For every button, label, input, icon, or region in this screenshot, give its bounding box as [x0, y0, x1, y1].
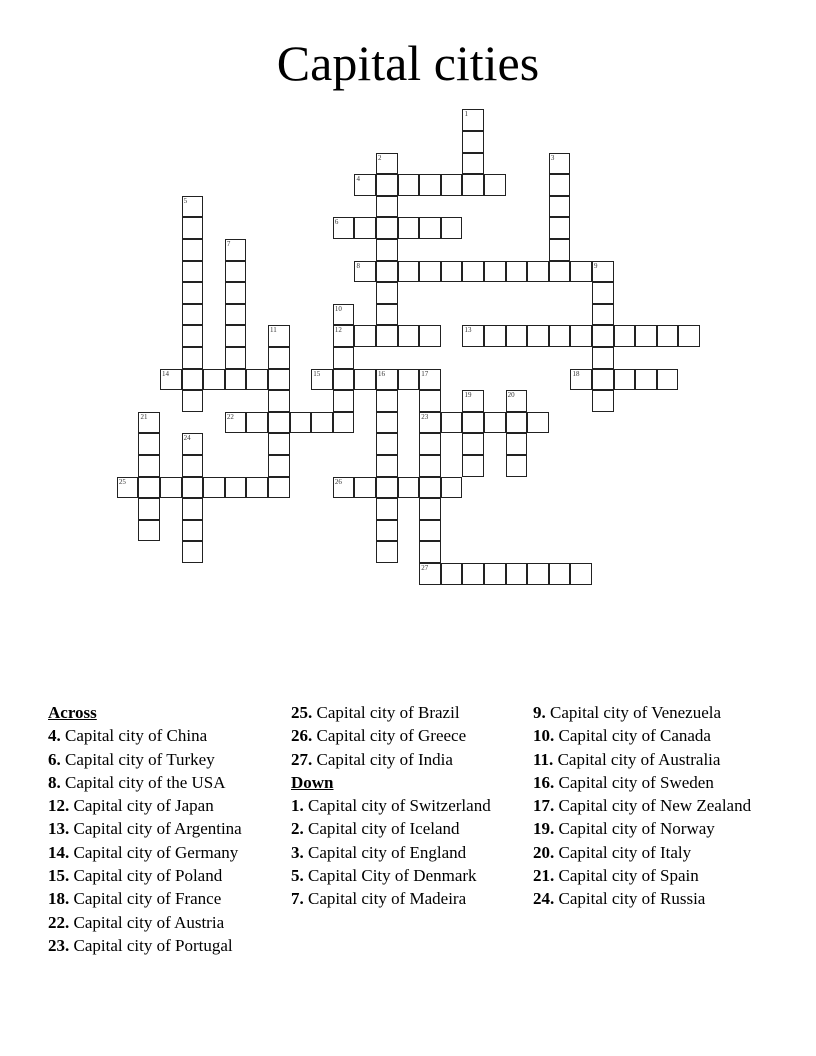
grid-cell[interactable] — [592, 347, 614, 369]
grid-cell[interactable] — [398, 325, 420, 347]
clue-text: Capital city of Canada — [554, 726, 711, 746]
grid-cell[interactable] — [549, 153, 571, 175]
clue-number: 2 — [378, 153, 382, 162]
grid-cell[interactable] — [268, 347, 290, 369]
clue-down — [533, 841, 763, 864]
clue-down — [291, 841, 526, 864]
clue-text: Capital city of Poland — [69, 866, 223, 886]
grid-cell[interactable] — [657, 325, 679, 347]
clue-down — [533, 864, 763, 887]
grid-cell[interactable] — [376, 433, 398, 455]
grid-cell[interactable] — [592, 304, 614, 326]
grid-cell[interactable] — [376, 196, 398, 218]
grid-cell[interactable] — [268, 477, 290, 499]
grid-cell[interactable] — [376, 520, 398, 542]
clue-number-label: 12. — [48, 796, 70, 816]
grid-cell[interactable] — [419, 369, 441, 391]
grid-cell[interactable] — [225, 347, 247, 369]
grid-cell[interactable] — [225, 239, 247, 261]
clue-across — [48, 841, 283, 864]
clue-across — [48, 887, 283, 910]
clue-number: 5 — [183, 196, 188, 205]
clue-text: Capital city of Austria — [69, 912, 225, 932]
grid-cell[interactable] — [376, 261, 398, 283]
grid-cell[interactable] — [225, 282, 247, 304]
grid-cell[interactable] — [376, 217, 398, 239]
clue-number-label: 4. — [48, 726, 61, 746]
clue-number-label: 14. — [48, 842, 70, 862]
clue-text: Capital city of Greece — [312, 726, 467, 746]
clue-down — [533, 794, 763, 817]
grid-cell[interactable] — [376, 174, 398, 196]
grid-cell[interactable] — [138, 477, 160, 499]
grid-cell[interactable] — [441, 412, 463, 434]
grid-cell[interactable] — [419, 520, 441, 542]
clue-number-label: 17. — [533, 796, 555, 816]
grid-cell[interactable] — [441, 174, 463, 196]
clue-across — [48, 748, 283, 771]
page-title: Capital cities — [276, 35, 540, 91]
grid-cell[interactable] — [419, 390, 441, 412]
clue-number: 22 — [226, 412, 234, 421]
grid-cell[interactable] — [333, 477, 355, 499]
clue-across — [48, 794, 283, 817]
grid-cell[interactable] — [549, 196, 571, 218]
grid-cell[interactable] — [462, 109, 484, 131]
grid-cell[interactable] — [527, 412, 549, 434]
grid-cell[interactable] — [354, 217, 376, 239]
grid-cell[interactable] — [182, 325, 204, 347]
grid-cell[interactable] — [354, 369, 376, 391]
clue-number-label: 20. — [533, 842, 555, 862]
clue-number: 13 — [464, 326, 472, 335]
clue-down — [533, 701, 763, 724]
clue-number: 26 — [334, 477, 342, 486]
grid-cell[interactable] — [182, 455, 204, 477]
grid-cell[interactable] — [225, 369, 247, 391]
grid-cell[interactable] — [549, 217, 571, 239]
grid-cell[interactable] — [398, 217, 420, 239]
clue-number-label: 16. — [533, 772, 555, 792]
grid-cell[interactable] — [570, 325, 592, 347]
grid-cell[interactable] — [484, 325, 506, 347]
grid-cell[interactable] — [441, 563, 463, 585]
grid-cell[interactable] — [376, 412, 398, 434]
grid-cell[interactable] — [268, 433, 290, 455]
grid-cell[interactable] — [182, 239, 204, 261]
grid-cell[interactable] — [462, 455, 484, 477]
clue-text: Capital city of Turkey — [60, 749, 215, 769]
grid-cell[interactable] — [549, 239, 571, 261]
clue-number: 17 — [421, 369, 429, 378]
clue-text: Capital city of India — [312, 749, 453, 769]
clue-down — [291, 887, 526, 910]
grid-cell[interactable] — [484, 563, 506, 585]
grid-cell[interactable] — [138, 455, 160, 477]
clue-number-label: 10. — [533, 726, 555, 746]
clue-number-label: 21. — [533, 866, 555, 886]
clue-text: Capital city of Japan — [69, 796, 214, 816]
grid-cell[interactable] — [182, 477, 204, 499]
clue-down — [291, 794, 526, 817]
grid-cell[interactable] — [138, 498, 160, 520]
grid-cell[interactable] — [290, 412, 312, 434]
grid-cell[interactable] — [506, 455, 528, 477]
grid-cell[interactable] — [527, 563, 549, 585]
clue-text: Capital city of Brazil — [312, 703, 460, 722]
clue-number-label: 24. — [533, 889, 555, 909]
clue-number: 1 — [464, 110, 468, 119]
grid-cell[interactable] — [376, 390, 398, 412]
clue-number-label: 25. — [291, 703, 313, 722]
grid-cell[interactable] — [268, 455, 290, 477]
grid-cell[interactable] — [376, 369, 398, 391]
grid-cell[interactable] — [419, 455, 441, 477]
grid-cell[interactable] — [419, 412, 441, 434]
clue-number-label: 11. — [533, 749, 554, 769]
grid-cell[interactable] — [635, 369, 657, 391]
clue-down — [291, 864, 526, 887]
clue-across — [48, 934, 283, 957]
grid-cell[interactable] — [333, 325, 355, 347]
clue-text: Capital city of China — [60, 726, 208, 746]
grid-cell[interactable] — [268, 412, 290, 434]
clue-text: Capital city of Sweden — [554, 772, 714, 792]
grid-cell[interactable] — [182, 196, 204, 218]
grid-cell[interactable] — [592, 390, 614, 412]
down-heading: Down — [291, 772, 334, 792]
grid-cell[interactable] — [203, 369, 225, 391]
clue-text: Capital city of Russia — [554, 889, 706, 909]
grid-cell[interactable] — [462, 412, 484, 434]
clue-text: Capital city of New Zealand — [554, 796, 752, 816]
grid-cell[interactable] — [398, 261, 420, 283]
grid-cell[interactable] — [419, 217, 441, 239]
clue-across — [48, 911, 283, 934]
clue-text: Capital city of Norway — [554, 819, 715, 839]
grid-cell[interactable] — [354, 261, 376, 283]
clue-text: Capital city of Spain — [554, 866, 699, 886]
grid-cell[interactable] — [419, 541, 441, 563]
clue-number: 16 — [378, 369, 386, 378]
clue-text: Capital city of Germany — [69, 842, 239, 862]
clue-column-1 — [48, 701, 283, 957]
grid-cell[interactable] — [506, 433, 528, 455]
clue-number: 12 — [334, 326, 342, 335]
grid-cell[interactable] — [376, 541, 398, 563]
clue-number: 14 — [162, 369, 170, 378]
grid-cell[interactable] — [614, 369, 636, 391]
clue-text: Capital city of Australia — [553, 749, 721, 769]
grid-cell[interactable] — [462, 433, 484, 455]
clue-across — [291, 748, 526, 771]
clue-number-label: 3. — [291, 842, 304, 862]
grid-cell[interactable] — [376, 455, 398, 477]
grid-cell[interactable] — [462, 563, 484, 585]
clue-number-label: 13. — [48, 819, 70, 839]
grid-cell[interactable] — [354, 477, 376, 499]
grid-cell[interactable] — [376, 282, 398, 304]
clue-text: Capital city of Portugal — [69, 935, 233, 955]
grid-cell[interactable] — [506, 563, 528, 585]
clue-number: 8 — [356, 261, 360, 270]
grid-cell[interactable] — [592, 261, 614, 283]
clue-down — [533, 817, 763, 840]
clue-number: 15 — [313, 369, 321, 378]
grid-cell[interactable] — [182, 347, 204, 369]
clue-column-2 — [291, 701, 526, 911]
clue-text: Capital city of England — [303, 842, 467, 862]
clue-text: Capital city of Iceland — [303, 819, 460, 839]
grid-cell[interactable] — [182, 433, 204, 455]
grid-cell[interactable] — [592, 325, 614, 347]
grid-cell[interactable] — [549, 174, 571, 196]
grid-cell[interactable] — [592, 369, 614, 391]
grid-cell[interactable] — [592, 282, 614, 304]
grid-cell[interactable] — [527, 261, 549, 283]
grid-cell[interactable] — [570, 261, 592, 283]
clue-text: Capital city of Argentina — [69, 819, 242, 839]
grid-cell[interactable] — [441, 477, 463, 499]
grid-cell[interactable] — [506, 412, 528, 434]
clue-number: 19 — [464, 391, 472, 400]
clue-number-label: 22. — [48, 912, 70, 932]
grid-cell[interactable] — [376, 239, 398, 261]
grid-cell[interactable] — [376, 498, 398, 520]
grid-cell[interactable] — [182, 369, 204, 391]
clue-text: Capital city of Italy — [554, 842, 692, 862]
grid-cell[interactable] — [333, 347, 355, 369]
clue-number-label: 5. — [291, 866, 304, 886]
clue-number: 3 — [550, 153, 555, 162]
clue-number-label: 19. — [533, 819, 555, 839]
grid-cell[interactable] — [203, 477, 225, 499]
grid-cell[interactable] — [268, 369, 290, 391]
clue-number: 21 — [140, 412, 148, 421]
grid-cell[interactable] — [506, 390, 528, 412]
grid-cell[interactable] — [549, 261, 571, 283]
grid-cell[interactable] — [182, 217, 204, 239]
grid-cell[interactable] — [462, 261, 484, 283]
grid-cell[interactable] — [333, 412, 355, 434]
grid-cell[interactable] — [549, 325, 571, 347]
grid-cell[interactable] — [376, 304, 398, 326]
clue-across — [48, 771, 283, 794]
clue-text: Capital city of Madeira — [303, 889, 467, 909]
grid-cell[interactable] — [441, 261, 463, 283]
clue-across — [291, 724, 526, 747]
grid-cell[interactable] — [398, 369, 420, 391]
grid-cell[interactable] — [506, 325, 528, 347]
clue-number-label: 2. — [291, 819, 304, 839]
grid-cell[interactable] — [376, 477, 398, 499]
clue-number: 10 — [334, 304, 342, 313]
grid-cell[interactable] — [138, 412, 160, 434]
clue-down — [533, 887, 763, 910]
crossword-grid — [118, 110, 718, 590]
grid-cell[interactable] — [419, 477, 441, 499]
grid-cell[interactable] — [527, 325, 549, 347]
grid-cell[interactable] — [657, 369, 679, 391]
clue-number: 24 — [183, 434, 191, 443]
clue-column-3 — [533, 701, 763, 911]
grid-cell[interactable] — [225, 325, 247, 347]
clue-number: 23 — [421, 412, 429, 421]
clue-number-label: 7. — [291, 889, 304, 909]
grid-cell[interactable] — [419, 563, 441, 585]
clue-number-label: 1. — [291, 796, 304, 816]
grid-cell[interactable] — [268, 390, 290, 412]
clue-down — [533, 771, 763, 794]
grid-cell[interactable] — [354, 174, 376, 196]
grid-cell[interactable] — [549, 563, 571, 585]
grid-cell[interactable] — [462, 131, 484, 153]
grid-cell[interactable] — [484, 174, 506, 196]
clue-number: 18 — [572, 369, 580, 378]
clue-text: Capital city of the USA — [60, 772, 226, 792]
grid-cell[interactable] — [182, 282, 204, 304]
clue-across — [48, 817, 283, 840]
clue-across — [48, 864, 283, 887]
grid-cell[interactable] — [182, 541, 204, 563]
clue-number: 6 — [334, 218, 339, 227]
grid-cell[interactable] — [484, 261, 506, 283]
grid-cell[interactable] — [182, 520, 204, 542]
clue-across — [291, 701, 526, 724]
clue-number: 11 — [270, 326, 277, 335]
clue-number: 4 — [356, 175, 360, 184]
clue-text: Capital city of Venezuela — [545, 703, 722, 722]
grid-cell[interactable] — [462, 325, 484, 347]
across-heading: Across — [48, 703, 97, 722]
grid-cell[interactable] — [333, 390, 355, 412]
grid-cell[interactable] — [614, 325, 636, 347]
grid-cell[interactable] — [398, 477, 420, 499]
grid-cell[interactable] — [462, 390, 484, 412]
grid-cell[interactable] — [376, 153, 398, 175]
clue-down — [533, 724, 763, 747]
grid-cell[interactable] — [268, 325, 290, 347]
clue-number-label: 26. — [291, 726, 313, 746]
clue-number: 20 — [507, 391, 515, 400]
grid-cell[interactable] — [182, 304, 204, 326]
clue-text: Capital city of France — [69, 889, 222, 909]
grid-cell[interactable] — [311, 412, 333, 434]
grid-cell[interactable] — [462, 153, 484, 175]
grid-cell[interactable] — [225, 477, 247, 499]
grid-cell[interactable] — [333, 304, 355, 326]
grid-cell[interactable] — [398, 174, 420, 196]
clue-number-label: 23. — [48, 935, 70, 955]
grid-cell[interactable] — [225, 412, 247, 434]
grid-cell[interactable] — [246, 477, 268, 499]
grid-cell[interactable] — [333, 369, 355, 391]
grid-cell[interactable] — [635, 325, 657, 347]
grid-cell[interactable] — [484, 412, 506, 434]
clue-number-label: 9. — [533, 703, 546, 722]
grid-cell[interactable] — [246, 369, 268, 391]
grid-cell[interactable] — [311, 369, 333, 391]
grid-cell[interactable] — [419, 325, 441, 347]
clue-number: 7 — [226, 239, 231, 248]
clue-number: 25 — [118, 477, 126, 486]
grid-cell[interactable] — [570, 369, 592, 391]
grid-cell[interactable] — [138, 520, 160, 542]
clue-text: Capital City of Denmark — [303, 866, 477, 886]
grid-cell[interactable] — [506, 261, 528, 283]
grid-cell[interactable] — [246, 412, 268, 434]
clue-down — [291, 817, 526, 840]
grid-cell[interactable] — [182, 390, 204, 412]
grid-cell[interactable] — [225, 304, 247, 326]
grid-cell[interactable] — [419, 433, 441, 455]
grid-cell[interactable] — [182, 498, 204, 520]
clue-number-label: 8. — [48, 772, 61, 792]
clue-down — [533, 748, 763, 771]
grid-cell[interactable] — [419, 174, 441, 196]
grid-cell[interactable] — [462, 174, 484, 196]
clue-number-label: 18. — [48, 889, 70, 909]
grid-cell[interactable] — [160, 369, 182, 391]
clue-text: Capital city of Switzerland — [303, 796, 491, 816]
grid-cell[interactable] — [441, 217, 463, 239]
clue-number: 9 — [594, 261, 598, 270]
clue-number: 27 — [421, 563, 429, 572]
grid-cell[interactable] — [182, 261, 204, 283]
grid-cell[interactable] — [419, 498, 441, 520]
grid-cell[interactable] — [160, 477, 182, 499]
grid-cell[interactable] — [117, 477, 139, 499]
grid-cell[interactable] — [678, 325, 700, 347]
grid-cell[interactable] — [570, 563, 592, 585]
grid-cell[interactable] — [376, 325, 398, 347]
grid-cell[interactable] — [419, 261, 441, 283]
grid-cell[interactable] — [333, 217, 355, 239]
grid-cell[interactable] — [354, 325, 376, 347]
grid-cell[interactable] — [225, 261, 247, 283]
clue-number-label: 6. — [48, 749, 61, 769]
clue-across — [48, 724, 283, 747]
clue-number-label: 15. — [48, 866, 70, 886]
clue-number-label: 27. — [291, 749, 313, 769]
grid-cell[interactable] — [138, 433, 160, 455]
